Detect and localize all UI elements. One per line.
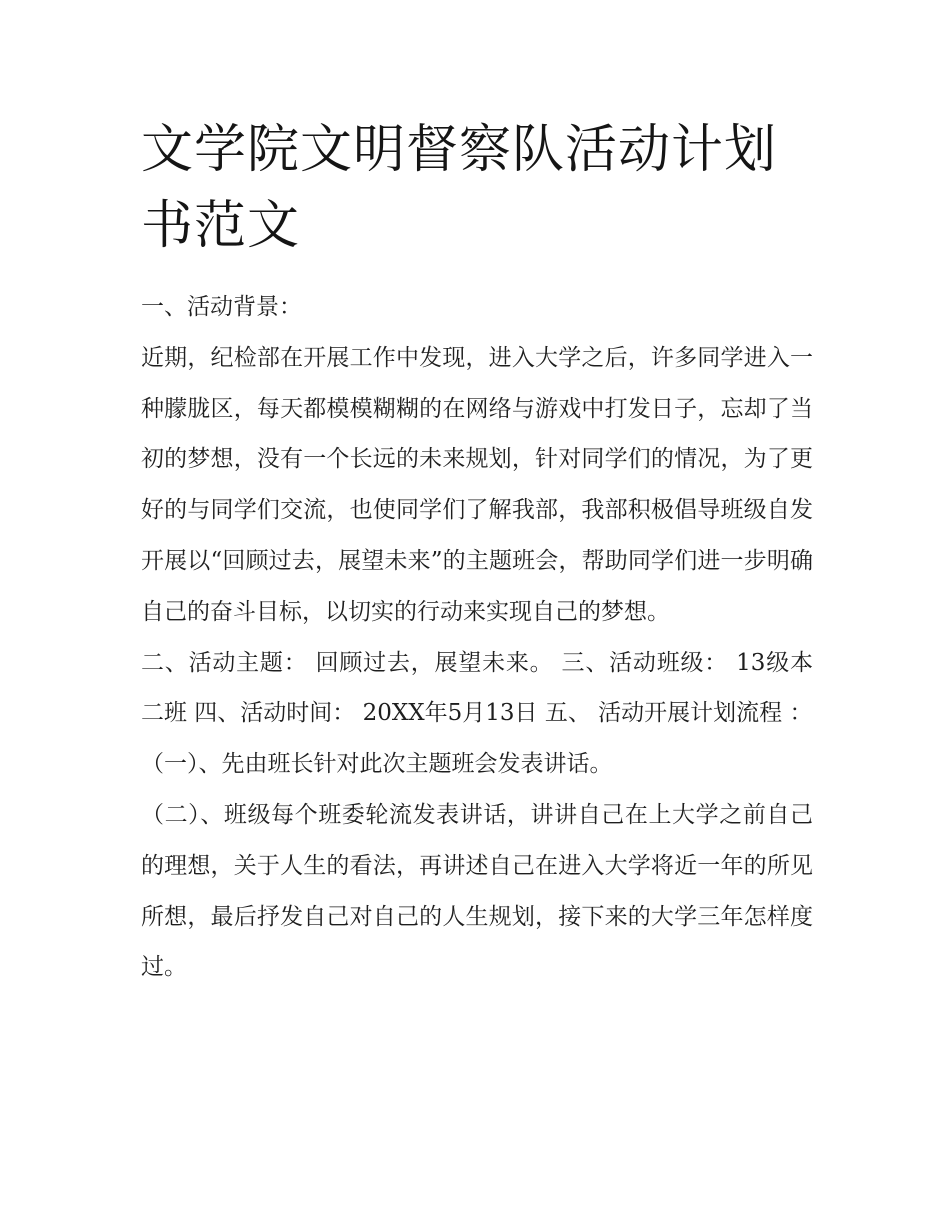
document-title: 文学院文明督察队活动计划书范文 [141,120,778,256]
document-page [141,112,813,993]
paragraph-step-two: （二）、班级每个班委轮流发表讲话，讲讲自己在上大学之前自己的理想，关于人生的看法，再讲述自己在进入大学将近一年的所见所想，最后抒发自己对自己的人生规划，接下来的大学三年怎样度过。 [141,801,813,981]
section-heading-background: 一、活动背景： [141,294,302,320]
paragraph-theme-class-time: 二、活动主题： 回顾过去，展望未来。 三、活动班级： 13级本二班 四、活动时间： 20XX年5月13日 五、 活动开展计划流程 ： [141,649,813,727]
paragraph-step-one: （一）、先由班长针对此次主题班会发表讲话。 [141,751,613,778]
paragraph-background-body: 近期，纪检部在开展工作中发现，进入大学之后，许多同学进入一种朦胧区，每天都模模糊糊的在网络与游戏中打发日子，忘却了当初的梦想，没有一个长远的未来规划，针对同学们的情况，为了更好的与同学们交流，也使同学们了解我部，我部积极倡导班级自发开展以“回顾过去，展望未来”的主题班会，帮助同学们进一步明确自己的奋斗目标，以切实的行动来实现自己的梦想。 [141,344,813,625]
